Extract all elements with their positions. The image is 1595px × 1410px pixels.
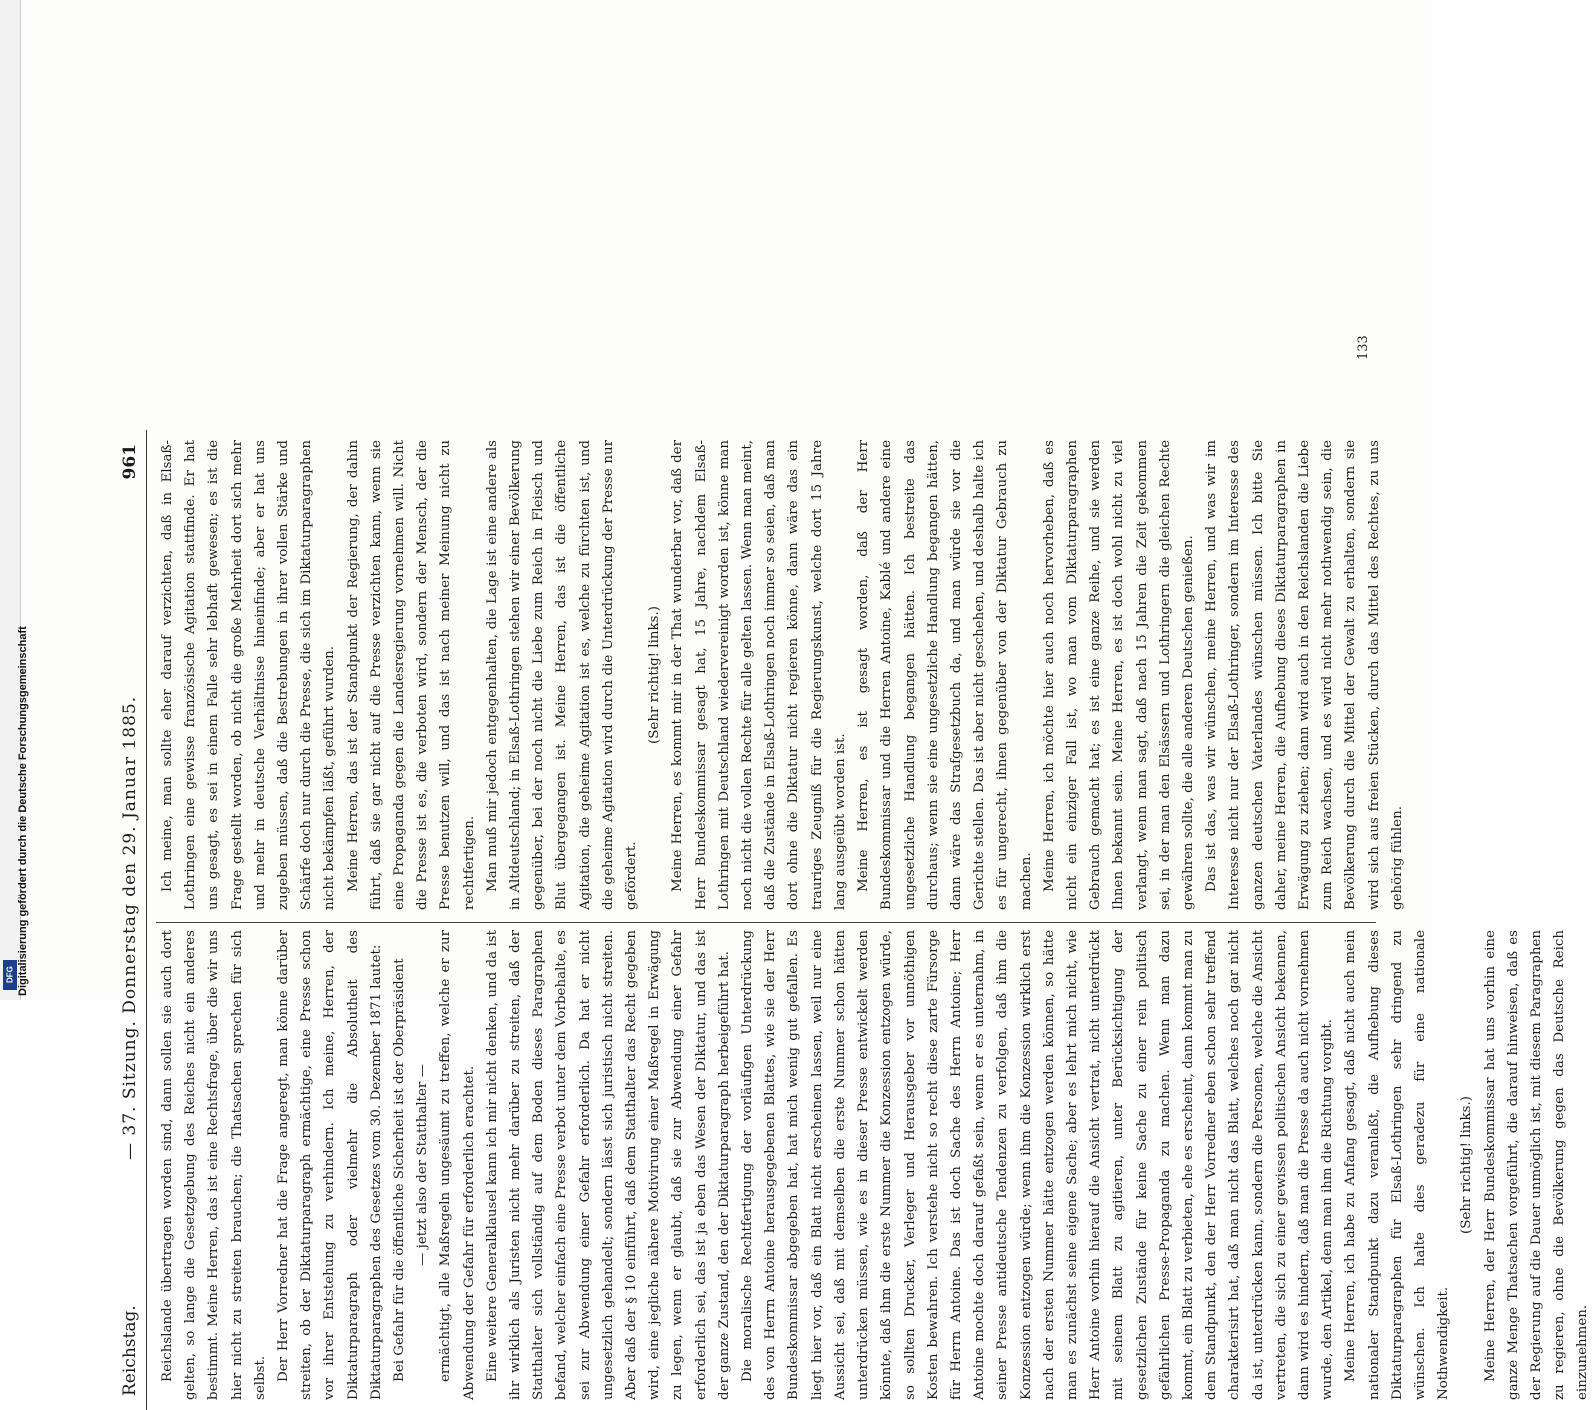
- paragraph: Man muß mir jedoch entgegenhalten, die Lage ist eine andere als in Altdeutschland; in Elsaß-Lothringen stehen wir einer Bevölkerung gegenüber, bei der noch nicht die Liebe zum Reich in Fleisch und Blut übergegangen ist. Meine Herren, das ist die öffentliche Agitation, die geheime Agitation ist es, welche zu fürchten ist, und die geheime Agitation wird durch die Unterdrückung der Presse nur gefördert.: [484, 440, 640, 910]
- paragraph: Das ist das, was wir wünschen, meine Herren, und was wir im Interesse nicht nur der Elsaß-Lothringer, sondern im Interesse des ganzen deutschen Vaterlandes wünschen müssen. Ich bitte Sie daher, meine Herren, die Aufhebung dieses Diktaturparagraphen in Erwägung zu ziehen; dann wird auch in den Reichslanden die Liebe zum Reich wachsen, und es wird nicht mehr nothwendig sein, die Bevölkerung durch die Mittel der Gewalt zu erhalten, sondern sie wird sich aus freien Stücken, durch das Mittel des Rechtes, zu uns gehörig fühlen.: [1204, 440, 1405, 910]
- dfg-logo-icon: DFG: [3, 960, 17, 990]
- text-column-right: [156, 440, 1405, 910]
- paragraph: Meine Herren, ich möchte hier auch noch hervorheben, daß es nicht ein einziger Fall ist, wo man vom Diktaturparagraphen Gebrauch gemacht hat; es ist eine ganze Reihe, und sie werden Ihnen bekannt sein. Meine Herren, es ist doch wohl nicht zu viel verlangt, wenn man sagt, daß nach 15 Jahren die Zeit gekommen sei, in der man den Elsässern und Lothringern die gleichen Rechte gewähren sollte, die alle anderen Deutschen genießen.: [1041, 440, 1196, 910]
- paragraph: Der Herr Vorredner hat die Frage angeregt, man könne darüber streiten, ob der Diktaturparagraph ermächtige, eine Presse schon vor ihrer Entstehung zu verhindern. Ich meine, Herren, der Diktaturparagraph oder vielmehr die Absolutheit des Diktaturparagraphen des Gesetzes vom 30. Dezember 1871 lautet:: [276, 930, 384, 1400]
- paragraph: Meine Herren, das ist der Standpunkt der Regierung, der dahin führt, daß sie gar nicht auf die Presse verzichten kann, wenn sie eine Propaganda gegen die Landesregierung vornehmen will. Nicht die Presse ist es, die verboten wird, sondern der Mensch, der die Presse benutzen will, und das ist nach meiner Meinung nicht zu rechtfertigen.: [345, 440, 477, 910]
- rotated-document-page: [116, 335, 1591, 1410]
- paragraph: (Sehr richtig! links.): [647, 606, 663, 744]
- sheet-number: 133: [1356, 335, 1371, 360]
- paragraph: Meine Herren, ich habe zu Anfang gesagt, daß nicht auch mein nationaler Standpunkt dazu veranlaßt, die Aufhebung dieses Diktaturparagraphen für Elsaß-Lothringen sehr dringend zu wünschen. Ich halte dies geradezu für eine nationale Nothwendigkeit.: [1343, 930, 1452, 1400]
- paragraph: — jetzt also der Statthalter —: [415, 1064, 431, 1266]
- paragraph: ermächtigt, alle Maßregeln ungesäumt zu treffen, welche er zur Abwendung der Gefahr für erforderlich erachtet.: [438, 930, 477, 1400]
- paragraph: Reichslande übertragen worden sind, dann sollen sie auch dort gelten, so lange die Gesetzgebung des Reiches nicht ein anderes bestimmt. Meine Herren, das ist eine Rechtsfrage, über die wir uns hier nicht zu streiten brauchen; die Thatsachen sprechen für sich selbst.: [160, 930, 268, 1400]
- digitization-credit-text: Digitalisierung gefördert durch die Deutsche Forschungsgemeinschaft: [17, 626, 29, 996]
- paragraph: Eine weitere Generalklausel kann ich mir nicht denken, und da ist ihr wirklich als Juristen nicht mehr darüber zu streiten, daß der Statthalter sich vollständig auf dem Boden dieses Paragraphen befand, welcher einfach eine Presse verbot unter dem Vorbehalte, es sei zur Abwendung einer Gefahr erforderlich. Da hat er nicht ungesetzlich gehandelt; sondern lässt sich juristisch nicht streiten. Aber daß der § 10 einführt, daß dem Statthalter das Recht gegeben wird, eine jegliche nähere Motivirung einer Maßregel in Erwägung zu legen, wenn er glaubt, daß sie zur Abwendung einer Gefahr erforderlich sei, das ist ja eben das Wesen der Diktatur, und das ist der ganze Zustand, den der Diktaturparagraph herbeigeführt hat.: [484, 930, 732, 1400]
- paragraph: Die moralische Rechtfertigung der vorläufigen Unterdrückung des von Herrn Antoine herausgegebenen Blattes, wie sie der Herr Bundeskommissar abgegeben hat, hat mich wenig gut gefallen. Es liegt hier vor, daß ein Blatt nicht erscheinen lassen, weil nur eine Aussicht sei, daß mit demselben die erste Nummer schon hätten unterdrücken müssen, wie es in dieser Presse entwickelt werden könnte, daß ihm die erste Nummer die Konzession entzogen würde, so sollten Drucker, Verleger und Herausgeber vor unnöthigen Kosten bewahren. Ich verstehe nicht so recht diese zarte Fürsorge für Herrn Antoine. Das ist doch Sache des Herrn Antoine; Herr Antoine mochte doch darauf gefaßt sein, wenn er es unternahm, in seiner Presse antideutsche Tendenzen zu verfolgen, daß ihm die Konzession entzogen würde; wenn ihm die Konzession wirklich erst nach der ersten Nummer hätte entzogen werden können, so hätte man es zunächst seine eigene Sache; aber es lehrt mich nicht, wie Herr Antoine vorhin hierauf die Ansicht vertrat, nicht unterdrückt mit seinem Blatt zu agitieren, unter Berücksichtigung der gesetzlichen Zustände für keine Sache zu einer rein politisch gefährlichen Presse-Propaganda zu machen. Wenn man dazu kommt, ein Blatt zu verbieten, ehe es erscheint, dann kommt man zu dem Standpunkt, den der Herr Vorredner eben schon sehr treffend charakterisirt hat, daß man nicht das Blatt, welches noch gar nicht da ist, unterdrücken kann, sondern die Personen, welche die Ansicht vertreten, die sich zu einer gewissen politischen Ansicht bekennen, dann wird es hindern, daß man die Presse da auch nicht vornehmen wurde, den Artikel, denn man ihm die Richtung vorgibt.: [740, 930, 1336, 1400]
- paragraph: Ich meine, man sollte eher darauf verzichten, daß in Elsaß-Lothringen eine gewisse französische Agitation stattfinde. Er hat uns gesagt, es sei in einem Falle sehr lebhaft gewesen; es ist die Frage gestellt worden, ob nicht die große Mehrheit dort sich mehr und mehr in deutsche Verhältnisse hineinfinde; aber er hat uns zugeben müssen, daß die Bestrebungen in ihrer vollen Stärke und Schärfe doch nur durch die Presse, die sich im Diktaturparagraphen nicht bekämpfen läßt, geführt wurden.: [160, 440, 338, 910]
- paragraph: Meine Herren, es kommt mir in der That wunderbar vor, daß der Herr Bundeskommissar gesagt hat, 15 Jahre, nachdem Elsaß-Lothringen mit Deutschland wiedervereinigt worden ist, könne man noch nicht die vollen Rechte für alle gelten lassen. Wenn man meint, daß die Zustände in Elsaß-Lothringen noch immer so seien, daß man dort ohne die Diktatur nicht regieren könne, dann wäre das ein trauriges Zeugniß für die Regierungskunst, welche dort 15 Jahre lang ausgeübt worden ist.: [670, 440, 848, 910]
- column-divider: [156, 922, 1376, 923]
- paragraph: Bei Gefahr für die öffentliche Sicherheit ist der Oberpräsident: [392, 958, 408, 1382]
- header-session: — 37. Sitzung. Donnerstag den 29. Januar 1885.: [120, 695, 140, 1160]
- text-column-left: [156, 930, 1591, 1400]
- paragraph: Meine Herren, es ist gesagt worden, daß der Herr Bundeskommissar und die Herren Antoine, Kablé und andere eine ungesetzliche Handlung begangen hätten. Ich bestreite das durchaus; wenn sie eine ungesetzliche Handlung begangen hätten, dann wäre das Strafgesetzbuch da, und man würde sie vor die Gerichte stellen. Das ist aber nicht geschehen, und deshalb halte ich es für ungerecht, ihnen gegenüber von der Diktatur Gebrauch zu machen.: [856, 440, 1034, 910]
- page-number: 961: [120, 444, 140, 480]
- header-title: Reichstag.: [120, 1305, 140, 1396]
- page-header: [116, 430, 147, 1410]
- paragraph: Meine Herren, der Herr Bundeskommissar hat uns vorhin eine ganze Menge Thatsachen vorgeführt, die darauf hinweisen, daß es der Regierung auf die Dauer unmöglich ist, mit diesem Paragraphen zu regieren, ohne die Bevölkerung gegen das Deutsche Reich einzunehmen.: [1482, 930, 1591, 1400]
- paragraph: (Sehr richtig! links.): [1459, 1096, 1475, 1234]
- digitization-credit-strip: [0, 0, 29, 1000]
